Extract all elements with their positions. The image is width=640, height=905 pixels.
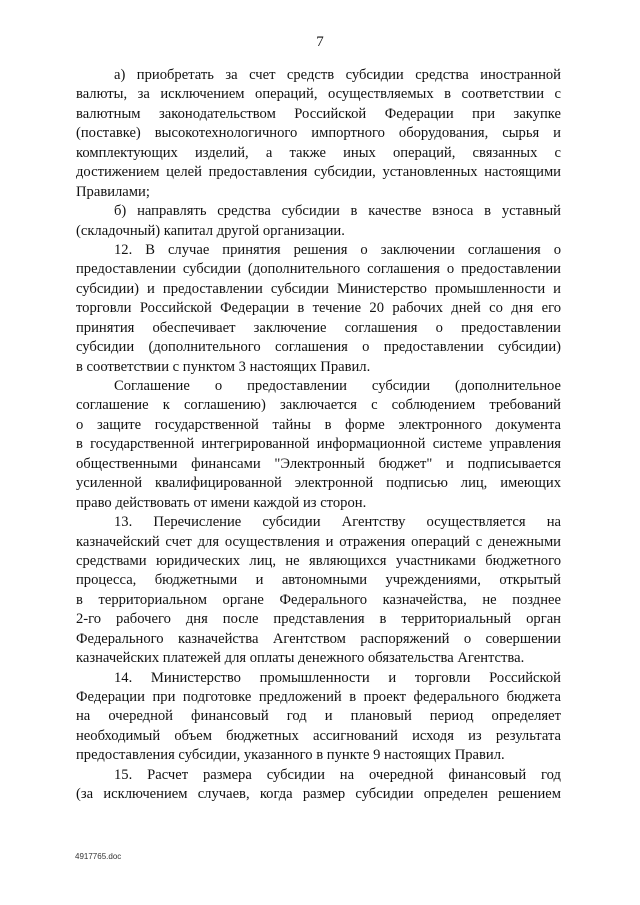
text-line: принятия обеспечивает заключение соглашения о предоставлении [76,319,561,336]
text-line: торговли Российской Федерации в течение 20 рабочих дней со дня его [76,300,561,317]
text-line: субсидии) и предоставлении субсидии Министерство промышленности и [76,280,561,297]
text-line: а) приобретать за счет средств субсидии средства иностранной [114,67,561,83]
text-line: Федерации при подготовке предложений в проект федерального бюджета [76,689,561,705]
text-line: (поставке) высокотехнологичного импортного оборудования, сырья и [76,125,561,142]
text-line: Правилами; [76,183,150,200]
paragraph-b [76,202,561,241]
text-line: комплектующих изделий, а также иных операций, связанных с [76,144,561,161]
text-line: 14. Министерство промышленности и торговли Российской [114,669,561,686]
text-line: общественными финансами "Электронный бюджет" и подписывается [76,455,561,472]
text-line: 12. В случае принятия решения о заключении соглашения о [114,241,561,258]
text-line: (за исключением случаев, когда размер субсидии определен решением [76,786,561,803]
paragraph-p12 [76,241,561,377]
text-line: право действовать от имени каждой из сторон. [76,494,367,511]
text-line: усиленной квалифицированной электронной подписью лиц, имеющих [76,475,561,492]
text-line: средствами юридических лиц, не являющихся участниками бюджетного [76,552,561,569]
text-line: в государственной интегрированной информационной системе управления [76,436,561,453]
text-line: валютным законодательством Российской Федерации при закупке [76,105,561,122]
text-line: б) направлять средства субсидии в качестве взноса в уставный [114,203,561,220]
text-line: 2-го рабочего дня после представления в территориальный орган [76,611,561,628]
text-line: предоставления субсидии, указанного в пункте 9 настоящих Правил. [76,747,505,764]
text-line: Соглашение о предоставлении субсидии (дополнительное [114,378,561,394]
paragraph-p12b [76,377,561,513]
text-line: 15. Расчет размера субсидии на очередной финансовый год [114,766,561,783]
text-line: соглашение к соглашению) заключается с соблюдением требований [76,397,561,414]
text-line: субсидии (дополнительного соглашения о предоставлении субсидии) [76,339,561,356]
text-line: процесса, бюджетными и автономными учреждениями, открытый [76,572,561,589]
text-line: достижением целей предоставления субсидии, установленных настоящими [76,164,561,181]
text-line: Федерального казначейства Агентством распоряжений о совершении [76,630,561,647]
text-line: валюты, за исключением операций, осуществляемых в соответствии с [76,86,561,103]
paragraph-a [76,66,561,202]
page-number: 7 [316,34,324,50]
paragraph-p13 [76,513,561,669]
text-line: необходимый объем бюджетных ассигнований исходя из результата [76,727,561,744]
text-line: казначейских платежей для оплаты денежного обязательства Агентства. [76,650,525,667]
document-body [76,66,561,805]
paragraph-p15 [76,766,561,805]
text-line: 13. Перечисление субсидии Агентству осуществляется на [114,514,561,531]
text-line: (складочный) капитал другой организации. [76,222,345,239]
text-line: в соответствии с пунктом 3 настоящих Правил. [76,358,371,375]
text-line: в территориальном органе Федерального казначейства, не позднее [76,591,561,608]
text-line: предоставлении субсидии (дополнительного соглашения о предоставлении [76,261,561,278]
text-line: о защите государственной тайны в форме электронного документа [76,416,561,433]
text-line: казначейский счет для осуществления и отражения операций с денежными [76,533,561,550]
document-code: 4917765.doc [75,852,122,861]
paragraph-p14 [76,669,561,766]
text-line: на очередной финансовый год и плановый период определяет [76,708,561,725]
